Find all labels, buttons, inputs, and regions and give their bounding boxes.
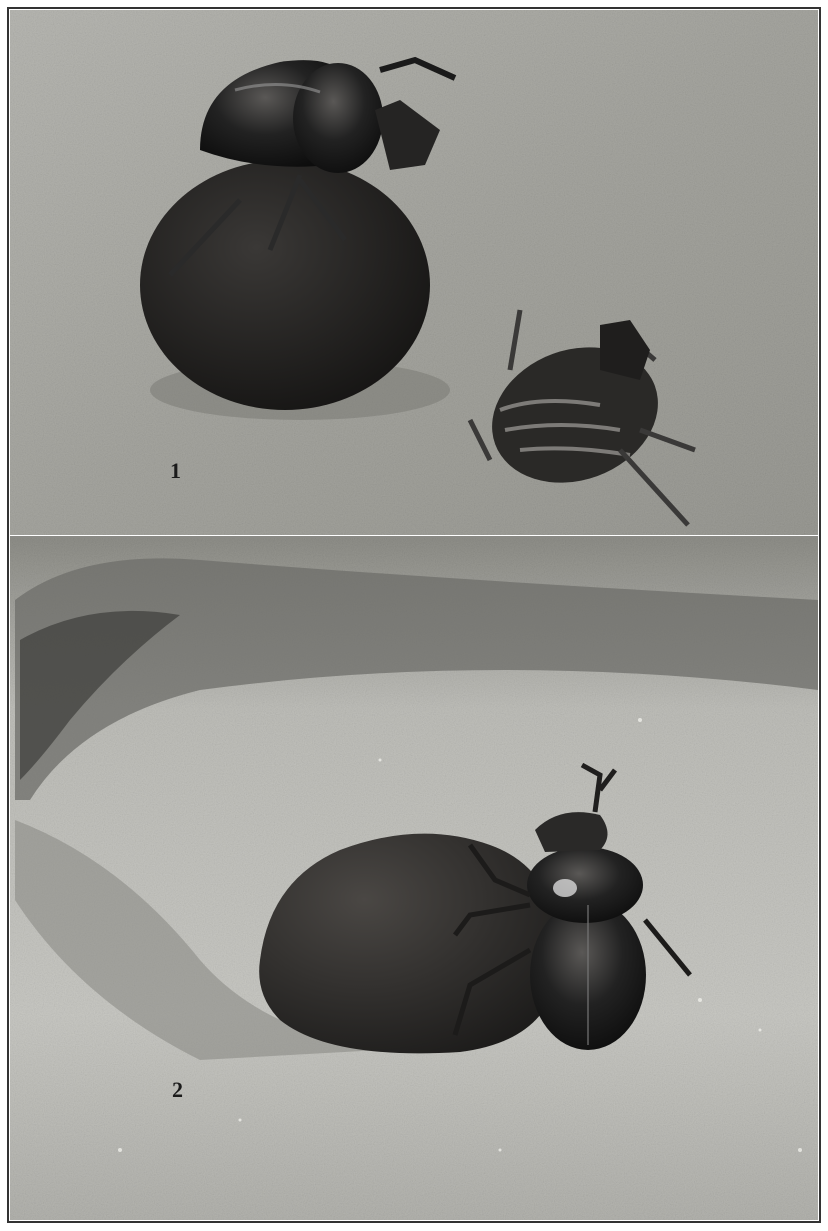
beetle-thorax xyxy=(293,63,383,173)
dung-ball xyxy=(140,160,430,410)
figure-2-photo xyxy=(10,538,818,1220)
beetle2-thorax xyxy=(527,847,643,923)
figure-1-photo xyxy=(10,10,818,535)
figure-2-label: 2 xyxy=(172,1077,183,1102)
figure-1-label: 1 xyxy=(170,458,181,483)
beetle2-highlight xyxy=(553,879,577,897)
